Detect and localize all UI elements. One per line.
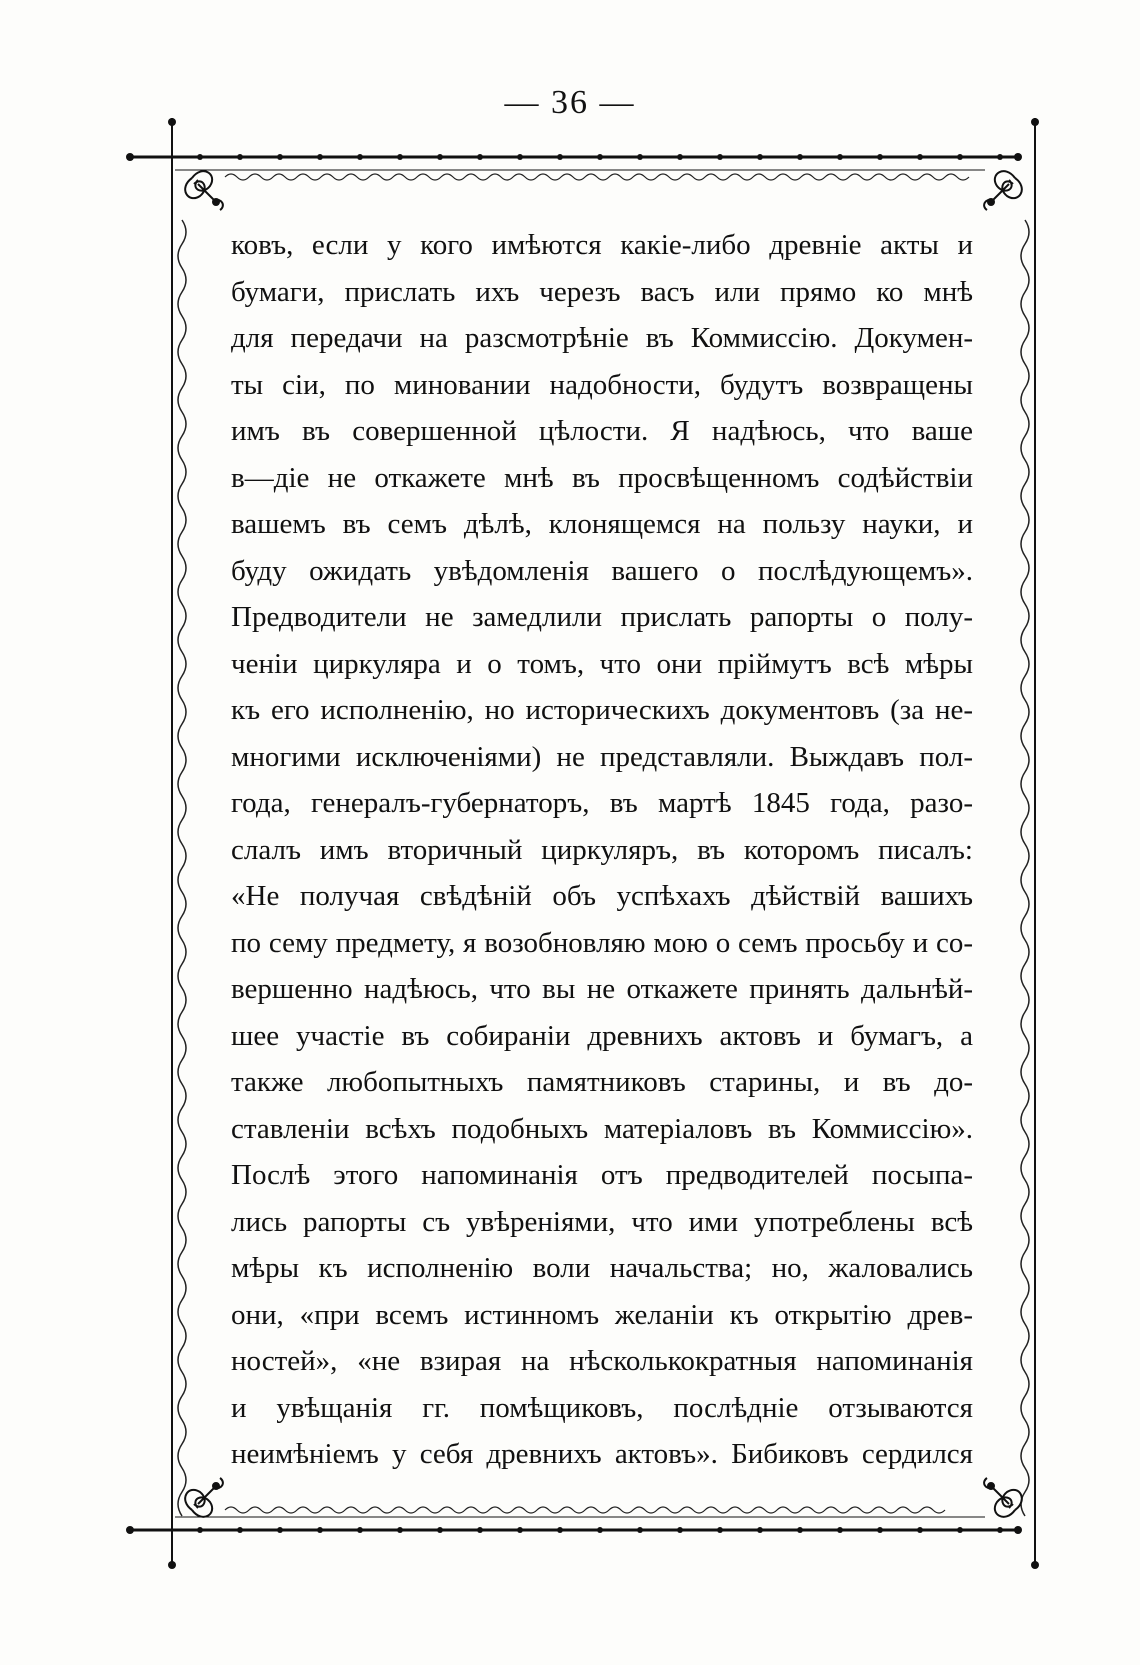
text-line: ковъ, если у кого имѣются какіе-либо древніе акты и	[231, 229, 973, 261]
text-line: «Не получая свѣдѣній объ успѣхахъ дѣйствій вашихъ	[231, 880, 973, 912]
text-line: къ его исполненію, но историческихъ документовъ (за не-	[231, 694, 973, 726]
text-line: ченіи циркуляра и о томъ, что они пріймутъ всѣ мѣры	[231, 647, 973, 680]
bottom-wave	[225, 1507, 945, 1513]
text-line: Предводители не замедлили прислать рапорты о полу-	[231, 601, 973, 633]
text-line: мѣры къ исполненію воли начальства; но, жаловались	[231, 1252, 973, 1284]
text-line: в—діе не откажете мнѣ въ просвѣщенномъ содѣйствіи	[231, 461, 973, 494]
text-line: года, генералъ-губернаторъ, въ мартѣ 1845 года, разо-	[231, 787, 973, 819]
text-line: ставленіи всѣхъ подобныхъ матеріаловъ въ Коммиссію».	[231, 1112, 973, 1145]
page-number: — 36 —	[504, 84, 636, 121]
text-line: Послѣ этого напоминанія отъ предводителей посыпа-	[231, 1159, 973, 1191]
body-text	[231, 222, 973, 1478]
text-line: по сему предмету, я возобновляю мою о семъ просьбу и со-	[231, 926, 973, 959]
right-wave	[1021, 220, 1029, 1516]
text-line: вершенно надѣюсь, что вы не откажете принять дальнѣй-	[231, 973, 973, 1005]
text-line: слалъ имъ вторичный циркуляръ, въ которомъ писалъ:	[231, 833, 973, 866]
text-line: неимѣніемъ у себя древнихъ актовъ». Бибиковъ сердился	[231, 1438, 973, 1470]
text-line: и увѣщанія гг. помѣщиковъ, послѣдніе отзываются	[231, 1391, 973, 1424]
text-line: бумаги, прислать ихъ черезъ васъ или прямо ко мнѣ	[231, 275, 973, 308]
text-line: имъ въ совершенной цѣлости. Я надѣюсь, что ваше	[231, 415, 973, 447]
text-line: ностей», «не взирая на нѣсколькократныя напоминанія	[231, 1345, 973, 1377]
text-line: буду ожидать увѣдомленія вашего о послѣдующемъ».	[231, 554, 973, 587]
text-line: вашемъ въ семъ дѣлѣ, клонящемся на пользу науки, и	[231, 508, 973, 540]
left-wave	[178, 220, 186, 1516]
text-line: многими исключеніями) не представляли. Выждавъ пол-	[231, 740, 973, 773]
text-line: лись рапорты съ увѣреніями, что ими употреблены всѣ	[231, 1205, 973, 1238]
top-wave	[225, 174, 969, 180]
text-line: они, «при всемъ истинномъ желаніи къ открытію древ-	[231, 1298, 973, 1331]
text-line: также любопытныхъ памятниковъ старины, и въ до-	[231, 1066, 973, 1098]
text-line: для передачи на разсмотрѣніе въ Коммиссію. Докумен-	[231, 322, 973, 354]
text-line: ты сіи, по миновании надобности, будутъ возвращены	[231, 368, 973, 401]
text-line: шее участіе въ собираніи древнихъ актовъ и бумагъ, а	[231, 1019, 973, 1052]
